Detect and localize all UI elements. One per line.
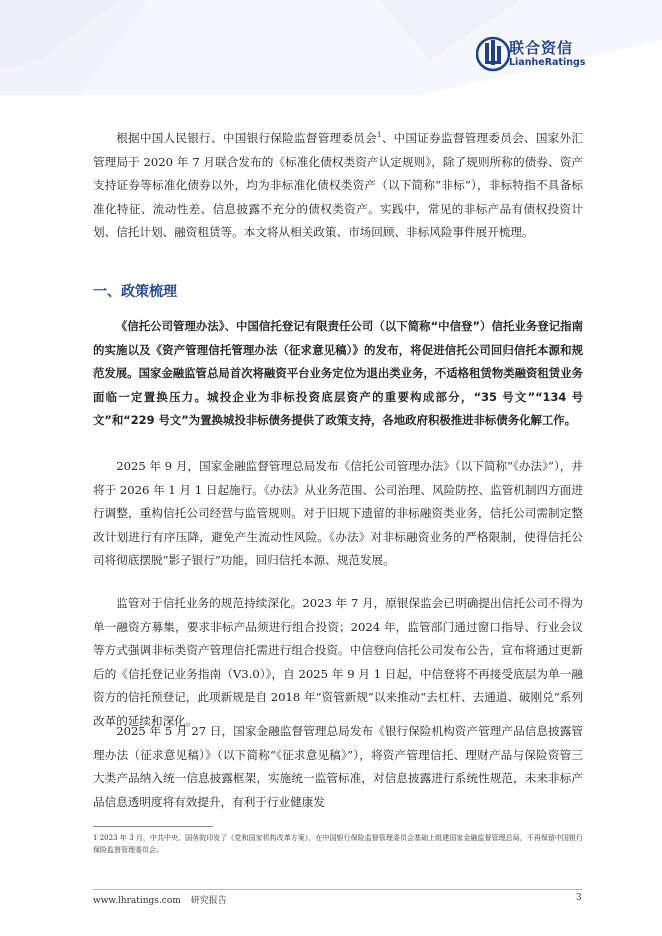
intro-paragraph [93, 127, 583, 245]
section-title: 一、政策梳理 [93, 284, 177, 300]
intro-paragraph-part2: 、中国证券监督管理委员会、国家外汇管理局于 2020 年 7 月联合发布的《标准化债权类资产认定规则》，除了规则所称的债券、资产支持证券等标准化债券以外，均为非标准化债权类资产（以下简称“非标”），非标特指不具备标准化特征、流动性差、信息披露不充分的债权类资产。实践中，常见的非标产品有债权投资计划、信托计划、融资租赁等。本文将从相关政策、市场回顾、非标风险事件展开梳理。 [93, 131, 583, 239]
intro-paragraph-part1: 根据中国人民银行、中国银行保险监督管理委员会 [116, 131, 377, 145]
footer-url[interactable]: www.lhratings.com [93, 896, 181, 906]
footnote: 1 2023 年 3 月，中共中央、国务院印发了《党和国家机构改革方案》，在中国银行保险监督管理委员会基础上组建国家金融监督管理总局，不再保留中国银行保险监督管理委员会。 [93, 834, 583, 854]
footer-label: 研究报告 [190, 896, 227, 906]
logo-text-en: LianheRatings [509, 57, 586, 68]
footnote-divider [93, 826, 213, 827]
footer-info [93, 893, 227, 906]
body-paragraph: 2025 年 5 月 27 日，国家金融监督管理总局发布《银行保险机构资产管理产品信息披露管理办法（征求意见稿）》（以下简称“《征求意见稿》”），将资产管理信托、理财产品与保险资管三大类产品纳入统一信息披露框架，实施统一监管标准，对信息披露进行系统性规范，未来非标产品信息透明度将有效提升，有利于行业健康发 [93, 724, 583, 809]
body-paragraph: 监管对于信托业务的规范持续深化。2023 年 7 月，原银保监会已明确提出信托公司不得为单一融资方募集，要求非标产品须进行组合投资；2024 年，监管部门通过窗口指导、行业会议等方式强调非标类资产管理信托需进行组合投资。中信登向信托公司发布公告，宣布将通过更新后的《信托登记业务指南（V3.0）》，自 2025 年 9 月 1 日起，中信登将不再接受底层为单一融资方的信托预登记，此项新规是自 2018 年“资管新规”以来推动“去杠杆、去通道、破刚兑”系列改革的延续和深化。 [93, 596, 583, 728]
logo-text-cn: 联合资信 [509, 39, 574, 57]
summary-paragraph: 《信托公司管理办法》、中国信托登记有限责任公司（以下简称“中信登”）信托业务登记指南的实施以及《资产管理信托管理办法（征求意见稿）》的发布，将促进信托公司回归信托本源和规范发展。国家金融监管总局首次将融资平台业务定位为退出类业务，不适格租赁物类融资租赁业务面临一定置换压力。城投企业为非标投资底层资产的重要构成部分，“35 号文”“134 号文”和“229 号文”为置换城投非标债务提供了政策支持，各地政府积极推进非标债务化解工作。 [93, 319, 583, 427]
body-paragraph: 2025 年 9 月，国家金融监督管理总局发布《信托公司管理办法》（以下简称“《办法》”），并将于 2026 年 1 月 1 日起施行。《办法》从业务范围、公司治理、风险防控、监管机制四方面进行调整，重构信托公司经营与监管规则。对于旧规下遗留的非标融资类业务，信托公司需制定整改计划进行有序压降，避免产生流动性风险。《办法》对非标融资业务的严格限制，使得信托公司将彻底摆脱“影子银行”功能，回归信托本源、规范发展。 [93, 459, 583, 567]
footer-divider [93, 889, 583, 890]
page-number: 3 [576, 893, 582, 903]
footnote-ref: 1 [376, 131, 382, 140]
